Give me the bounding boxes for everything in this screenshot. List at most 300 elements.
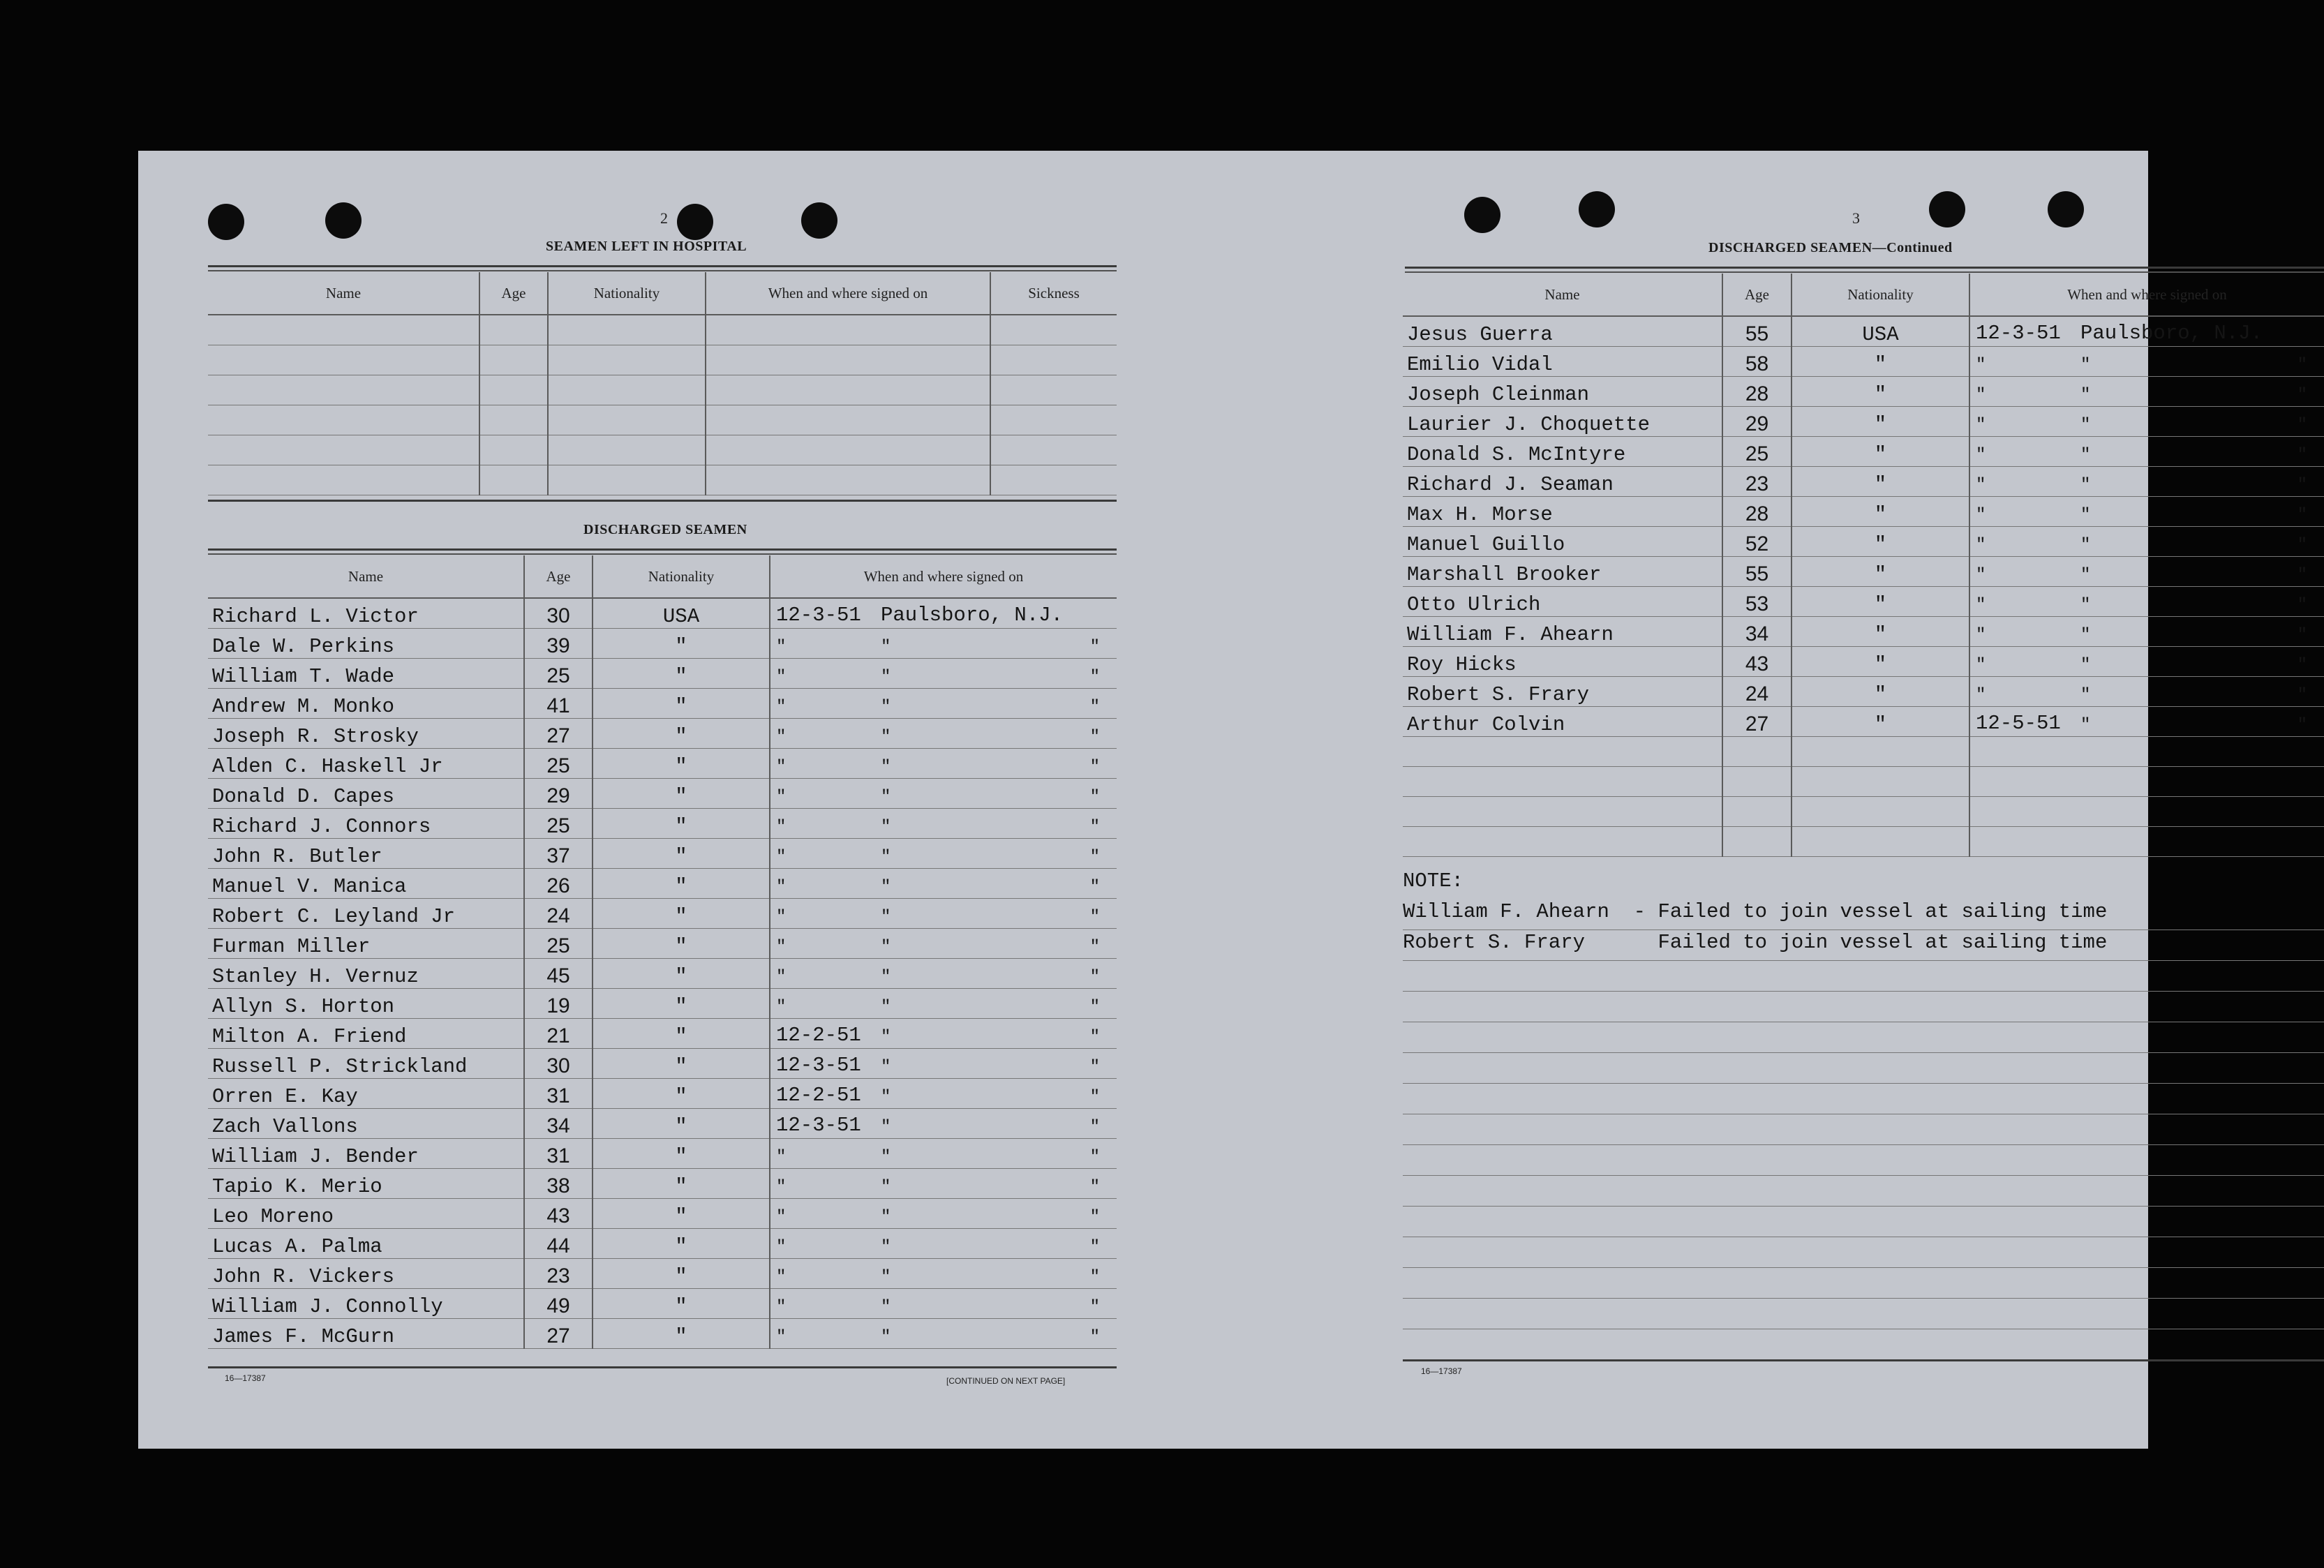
table-row xyxy=(1403,316,2324,347)
divider xyxy=(208,548,1117,551)
seaman-age: 49 xyxy=(524,1289,593,1319)
seaman-nationality: " xyxy=(1792,497,1969,527)
signed-on-state: " xyxy=(2297,536,2307,555)
seaman-name: Leo Moreno xyxy=(208,1199,524,1229)
table-row xyxy=(208,749,1117,779)
col-nationality-header: Nationality xyxy=(548,272,706,315)
signed-on-date: 12-3-51 xyxy=(776,604,861,627)
signed-on-state: " xyxy=(2297,686,2307,705)
seaman-nationality: " xyxy=(593,1019,770,1049)
signed-on-date: " xyxy=(776,638,787,657)
seaman-age: 39 xyxy=(524,629,593,659)
form-number: 16—17387 xyxy=(1421,1366,1462,1376)
signed-on-state: " xyxy=(1089,998,1100,1017)
signed-on-state: " xyxy=(2297,626,2307,645)
signed-on-port: " xyxy=(881,968,891,987)
signed-on-date: " xyxy=(1976,686,1986,705)
empty-cell xyxy=(479,465,548,495)
empty-cell xyxy=(548,465,706,495)
signed-on-port: " xyxy=(881,1058,891,1077)
seaman-age: 25 xyxy=(524,749,593,779)
signed-on-date: " xyxy=(776,668,787,687)
ruled-line xyxy=(1403,1206,2324,1207)
signed-on-port: " xyxy=(881,1088,891,1107)
signed-on-state: " xyxy=(1089,1268,1100,1287)
signed-on-cell xyxy=(770,1109,1117,1139)
signed-on-date: 12-5-51 xyxy=(1976,712,2061,735)
signed-on-date: " xyxy=(776,788,787,807)
signed-on-date: 12-3-51 xyxy=(776,1114,861,1137)
table-row xyxy=(208,779,1117,809)
signed-on-port: " xyxy=(2080,446,2091,465)
col-name-header: Name xyxy=(208,272,479,315)
signed-on-port: " xyxy=(881,1268,891,1287)
table-row xyxy=(208,689,1117,719)
seaman-age: 52 xyxy=(1722,527,1792,557)
signed-on-cell xyxy=(1969,467,2324,497)
left-page xyxy=(138,151,1143,1449)
signed-on-state: " xyxy=(1089,788,1100,807)
seaman-age xyxy=(1722,827,1792,857)
signed-on-date: " xyxy=(776,1298,787,1317)
seaman-name: Dale W. Perkins xyxy=(208,629,524,659)
empty-cell xyxy=(706,345,990,375)
seaman-age: 29 xyxy=(1722,407,1792,437)
empty-cell xyxy=(208,435,479,465)
signed-on-cell xyxy=(770,1289,1117,1319)
empty-cell xyxy=(479,315,548,345)
signed-on-port: Paulsboro, N.J. xyxy=(881,604,1064,627)
seaman-name: Manuel Guillo xyxy=(1403,527,1722,557)
seaman-name: Roy Hicks xyxy=(1403,647,1722,677)
signed-on-cell xyxy=(770,1139,1117,1169)
signed-on-port: " xyxy=(881,698,891,717)
seaman-age: 27 xyxy=(1722,707,1792,737)
divider xyxy=(1403,1359,2324,1361)
seaman-nationality: " xyxy=(1792,467,1969,497)
signed-on-date: 12-3-51 xyxy=(1976,322,2061,345)
signed-on-date: " xyxy=(776,878,787,897)
table-row xyxy=(1403,737,2324,767)
seaman-nationality: " xyxy=(593,929,770,959)
signed-on-state: " xyxy=(2297,596,2307,615)
signed-on-date: 12-2-51 xyxy=(776,1084,861,1107)
signed-on-port: " xyxy=(881,1178,891,1197)
signed-on-port: " xyxy=(881,878,891,897)
seaman-age: 55 xyxy=(1722,316,1792,347)
seaman-name: Jesus Guerra xyxy=(1403,316,1722,347)
seaman-name: Stanley H. Vernuz xyxy=(208,959,524,989)
hospital-table xyxy=(208,272,1117,495)
signed-on-port: " xyxy=(881,848,891,867)
seaman-name xyxy=(1403,827,1722,857)
seaman-name: Lucas A. Palma xyxy=(208,1229,524,1259)
seaman-name: Tapio K. Merio xyxy=(208,1169,524,1199)
divider xyxy=(208,500,1117,502)
table-row xyxy=(1403,467,2324,497)
signed-on-port: " xyxy=(2080,506,2091,525)
discharged-continued-table xyxy=(1403,274,2324,857)
empty-cell xyxy=(706,375,990,405)
seaman-age: 23 xyxy=(524,1259,593,1289)
note-line: William F. Ahearn - Failed to join vessel at sailing time xyxy=(1403,900,2108,923)
seaman-age: 24 xyxy=(1722,677,1792,707)
seaman-age: 23 xyxy=(1722,467,1792,497)
table-row xyxy=(208,598,1117,629)
ruled-line xyxy=(1403,1267,2324,1268)
hospital-header-row xyxy=(208,272,1117,315)
seaman-nationality: " xyxy=(593,689,770,719)
empty-row xyxy=(208,465,1117,495)
table-row xyxy=(1403,407,2324,437)
signed-on-port: " xyxy=(881,788,891,807)
seaman-name: Allyn S. Horton xyxy=(208,989,524,1019)
seaman-name xyxy=(1403,767,1722,797)
signed-on-date: " xyxy=(776,968,787,987)
signed-on-date: " xyxy=(776,758,787,777)
signed-on-state: " xyxy=(2297,566,2307,585)
seaman-nationality: " xyxy=(1792,677,1969,707)
col-sickness-header: Sickness xyxy=(990,272,1117,315)
signed-on-cell xyxy=(770,899,1117,929)
table-row xyxy=(1403,347,2324,377)
table-row xyxy=(208,989,1117,1019)
table-row xyxy=(208,1019,1117,1049)
signed-on-date: 12-3-51 xyxy=(776,1054,861,1077)
seaman-nationality: " xyxy=(593,1229,770,1259)
seaman-nationality: " xyxy=(593,959,770,989)
signed-on-date: " xyxy=(776,728,787,747)
table-row xyxy=(208,959,1117,989)
table-row xyxy=(1403,617,2324,647)
seaman-age xyxy=(1722,797,1792,827)
seaman-name: Milton A. Friend xyxy=(208,1019,524,1049)
signed-on-date: " xyxy=(776,848,787,867)
seaman-nationality: " xyxy=(593,1319,770,1349)
seaman-nationality: " xyxy=(593,869,770,899)
signed-on-date: " xyxy=(776,1178,787,1197)
signed-on-state: " xyxy=(1089,1118,1100,1137)
col-age-header: Age xyxy=(524,555,593,598)
empty-cell xyxy=(990,345,1117,375)
signed-on-cell xyxy=(770,689,1117,719)
signed-on-port: " xyxy=(881,1208,891,1227)
seaman-name: Max H. Morse xyxy=(1403,497,1722,527)
signed-on-cell xyxy=(770,1049,1117,1079)
seaman-age: 30 xyxy=(524,1049,593,1079)
seaman-name: Laurier J. Choquette xyxy=(1403,407,1722,437)
col-signed-on-header: When and where signed on xyxy=(770,555,1117,598)
seaman-name: Donald D. Capes xyxy=(208,779,524,809)
seaman-nationality: " xyxy=(1792,617,1969,647)
signed-on-date: " xyxy=(776,1238,787,1257)
signed-on-date: " xyxy=(1976,476,1986,495)
signed-on-date: " xyxy=(776,1208,787,1227)
seaman-age: 31 xyxy=(524,1139,593,1169)
signed-on-cell xyxy=(770,659,1117,689)
signed-on-port: " xyxy=(2080,686,2091,705)
seaman-name: Robert C. Leyland Jr xyxy=(208,899,524,929)
table-row xyxy=(1403,707,2324,737)
empty-cell xyxy=(548,375,706,405)
empty-row xyxy=(208,405,1117,435)
seaman-age: 53 xyxy=(1722,587,1792,617)
seaman-age xyxy=(1722,737,1792,767)
divider xyxy=(208,553,1117,555)
signed-on-date: " xyxy=(1976,656,1986,675)
empty-cell xyxy=(990,375,1117,405)
empty-cell xyxy=(479,375,548,405)
signed-on-date: " xyxy=(776,1268,787,1287)
seaman-name: Zach Vallons xyxy=(208,1109,524,1139)
seaman-age: 58 xyxy=(1722,347,1792,377)
seaman-name: James F. McGurn xyxy=(208,1319,524,1349)
seaman-name: Emilio Vidal xyxy=(1403,347,1722,377)
seaman-nationality xyxy=(1792,767,1969,797)
table-row xyxy=(208,929,1117,959)
signed-on-port: " xyxy=(881,638,891,657)
signed-on-date: " xyxy=(1976,506,1986,525)
signed-on-cell xyxy=(770,989,1117,1019)
seaman-age: 25 xyxy=(524,809,593,839)
signed-on-state: " xyxy=(2297,386,2307,405)
seaman-age: 24 xyxy=(524,899,593,929)
signed-on-port: " xyxy=(2080,596,2091,615)
signed-on-state: " xyxy=(2297,506,2307,525)
seaman-age xyxy=(1722,767,1792,797)
empty-cell xyxy=(208,405,479,435)
signed-on-port: " xyxy=(2080,416,2091,435)
signed-on-state: " xyxy=(1089,878,1100,897)
table-row xyxy=(208,1229,1117,1259)
signed-on-state: " xyxy=(1089,1148,1100,1167)
seaman-age: 31 xyxy=(524,1079,593,1109)
seaman-nationality: " xyxy=(1792,557,1969,587)
seaman-age: 30 xyxy=(524,598,593,629)
seaman-age: 25 xyxy=(524,659,593,689)
seaman-nationality: USA xyxy=(1792,316,1969,347)
seaman-name: William F. Ahearn xyxy=(1403,617,1722,647)
signed-on-state: " xyxy=(2297,416,2307,435)
signed-on-state: " xyxy=(1089,698,1100,717)
page-number: 3 xyxy=(1852,209,1860,227)
seaman-nationality: " xyxy=(593,1259,770,1289)
discharged-continued-title: DISCHARGED SEAMEN—Continued xyxy=(1708,240,1953,255)
seaman-age: 44 xyxy=(524,1229,593,1259)
table-row xyxy=(208,1199,1117,1229)
table-row xyxy=(1403,797,2324,827)
signed-on-state: " xyxy=(1089,638,1100,657)
signed-on-cell xyxy=(1969,677,2324,707)
page-number: 2 xyxy=(660,209,668,227)
signed-on-date: " xyxy=(1976,626,1986,645)
signed-on-port: " xyxy=(881,1298,891,1317)
seaman-nationality xyxy=(1792,737,1969,767)
continued-notice: [CONTINUED ON NEXT PAGE] xyxy=(946,1376,1066,1386)
seaman-nationality: " xyxy=(593,1109,770,1139)
seaman-nationality: " xyxy=(593,839,770,869)
signed-on-state: " xyxy=(1089,758,1100,777)
seaman-nationality: " xyxy=(1792,407,1969,437)
col-nationality-header: Nationality xyxy=(593,555,770,598)
signed-on-port: " xyxy=(881,1238,891,1257)
signed-on-state: " xyxy=(1089,1238,1100,1257)
seaman-nationality: " xyxy=(593,749,770,779)
seaman-age: 27 xyxy=(524,1319,593,1349)
signed-on-cell xyxy=(1969,797,2324,827)
seaman-name: Furman Miller xyxy=(208,929,524,959)
seaman-name: Robert S. Frary xyxy=(1403,677,1722,707)
seaman-name: Otto Ulrich xyxy=(1403,587,1722,617)
seaman-name: Russell P. Strickland xyxy=(208,1049,524,1079)
ruled-line xyxy=(1403,960,2324,961)
seaman-name: Alden C. Haskell Jr xyxy=(208,749,524,779)
seaman-age: 28 xyxy=(1722,497,1792,527)
seaman-nationality: " xyxy=(593,1199,770,1229)
seaman-nationality: " xyxy=(1792,347,1969,377)
table-row xyxy=(208,1049,1117,1079)
seaman-name: Joseph Cleinman xyxy=(1403,377,1722,407)
signed-on-port: " xyxy=(881,818,891,837)
signed-on-date: " xyxy=(1976,596,1986,615)
seaman-age: 25 xyxy=(524,929,593,959)
empty-cell xyxy=(548,345,706,375)
signed-on-cell xyxy=(770,1019,1117,1049)
seaman-name: Orren E. Kay xyxy=(208,1079,524,1109)
seaman-name xyxy=(1403,737,1722,767)
table-row xyxy=(208,1139,1117,1169)
signed-on-state: " xyxy=(2297,476,2307,495)
form-number: 16—17387 xyxy=(225,1373,266,1383)
signed-on-port: " xyxy=(2080,716,2091,735)
seaman-name: Joseph R. Strosky xyxy=(208,719,524,749)
signed-on-state: " xyxy=(1089,968,1100,987)
signed-on-cell xyxy=(770,839,1117,869)
divider xyxy=(208,265,1117,267)
signed-on-port: " xyxy=(881,998,891,1017)
signed-on-cell xyxy=(770,598,1117,629)
signed-on-state: " xyxy=(1089,1088,1100,1107)
signed-on-state: " xyxy=(1089,1058,1100,1077)
signed-on-state: " xyxy=(2297,656,2307,675)
signed-on-cell xyxy=(1969,707,2324,737)
seaman-nationality: " xyxy=(593,1079,770,1109)
signed-on-cell xyxy=(770,959,1117,989)
signed-on-port: " xyxy=(881,938,891,957)
seaman-name: Richard J. Seaman xyxy=(1403,467,1722,497)
signed-on-state: " xyxy=(1089,938,1100,957)
empty-cell xyxy=(479,435,548,465)
col-name-header: Name xyxy=(208,555,524,598)
signed-on-date: " xyxy=(1976,536,1986,555)
signed-on-cell xyxy=(770,1319,1117,1349)
table-row xyxy=(208,839,1117,869)
signed-on-state: " xyxy=(2297,446,2307,465)
table-row xyxy=(208,659,1117,689)
seaman-nationality: " xyxy=(1792,377,1969,407)
seaman-nationality: " xyxy=(1792,647,1969,677)
seaman-name: William J. Bender xyxy=(208,1139,524,1169)
hospital-section-title: SEAMEN LEFT IN HOSPITAL xyxy=(546,239,747,254)
signed-on-cell xyxy=(770,1079,1117,1109)
signed-on-cell xyxy=(1969,407,2324,437)
table-row xyxy=(208,1169,1117,1199)
seaman-name: Manuel V. Manica xyxy=(208,869,524,899)
col-signed-on-header: When and where signed on xyxy=(1969,274,2324,316)
table-row xyxy=(208,719,1117,749)
signed-on-date: " xyxy=(776,818,787,837)
signed-on-cell xyxy=(770,809,1117,839)
table-row xyxy=(1403,437,2324,467)
empty-row xyxy=(208,345,1117,375)
signed-on-date: " xyxy=(1976,446,1986,465)
signed-on-port: " xyxy=(2080,356,2091,375)
seaman-nationality: " xyxy=(593,1049,770,1079)
seaman-age: 34 xyxy=(524,1109,593,1139)
signed-on-date: " xyxy=(776,1328,787,1347)
seaman-name xyxy=(1403,797,1722,827)
table-row xyxy=(208,809,1117,839)
discharged-header-row xyxy=(1403,274,2324,316)
seaman-nationality: USA xyxy=(593,598,770,629)
table-row xyxy=(208,1289,1117,1319)
seaman-name: Richard L. Victor xyxy=(208,598,524,629)
seaman-nationality: " xyxy=(1792,587,1969,617)
seaman-age: 25 xyxy=(1722,437,1792,467)
seaman-nationality: " xyxy=(593,809,770,839)
signed-on-port: " xyxy=(2080,536,2091,555)
seaman-age: 26 xyxy=(524,869,593,899)
ruled-line xyxy=(1403,1052,2324,1053)
seaman-nationality: " xyxy=(593,779,770,809)
discharged-section-title: DISCHARGED SEAMEN xyxy=(583,522,747,537)
seaman-nationality xyxy=(1792,797,1969,827)
seaman-age: 19 xyxy=(524,989,593,1019)
signed-on-cell xyxy=(1969,557,2324,587)
signed-on-date: " xyxy=(1976,356,1986,375)
table-row xyxy=(208,1109,1117,1139)
empty-cell xyxy=(990,405,1117,435)
seaman-nationality: " xyxy=(1792,437,1969,467)
seaman-age: 21 xyxy=(524,1019,593,1049)
seaman-name: William J. Connolly xyxy=(208,1289,524,1319)
seaman-age: 43 xyxy=(1722,647,1792,677)
signed-on-port: " xyxy=(881,1118,891,1137)
ruled-line xyxy=(1403,929,2324,930)
signed-on-cell xyxy=(1969,617,2324,647)
table-row xyxy=(208,899,1117,929)
signed-on-date: 12-2-51 xyxy=(776,1024,861,1047)
signed-on-cell xyxy=(1969,377,2324,407)
empty-cell xyxy=(706,465,990,495)
signed-on-state: " xyxy=(1089,728,1100,747)
seaman-nationality: " xyxy=(593,1169,770,1199)
signed-on-date: " xyxy=(1976,566,1986,585)
signed-on-port: " xyxy=(2080,566,2091,585)
empty-row xyxy=(208,435,1117,465)
seaman-nationality: " xyxy=(593,719,770,749)
seaman-age: 38 xyxy=(524,1169,593,1199)
seaman-age: 41 xyxy=(524,689,593,719)
signed-on-port: " xyxy=(881,758,891,777)
ruled-line xyxy=(1403,991,2324,992)
signed-on-cell xyxy=(1969,347,2324,377)
seaman-name: John R. Vickers xyxy=(208,1259,524,1289)
signed-on-state: " xyxy=(1089,1028,1100,1047)
signed-on-cell xyxy=(1969,316,2324,347)
seaman-nationality: " xyxy=(593,989,770,1019)
signed-on-cell xyxy=(1969,767,2324,797)
